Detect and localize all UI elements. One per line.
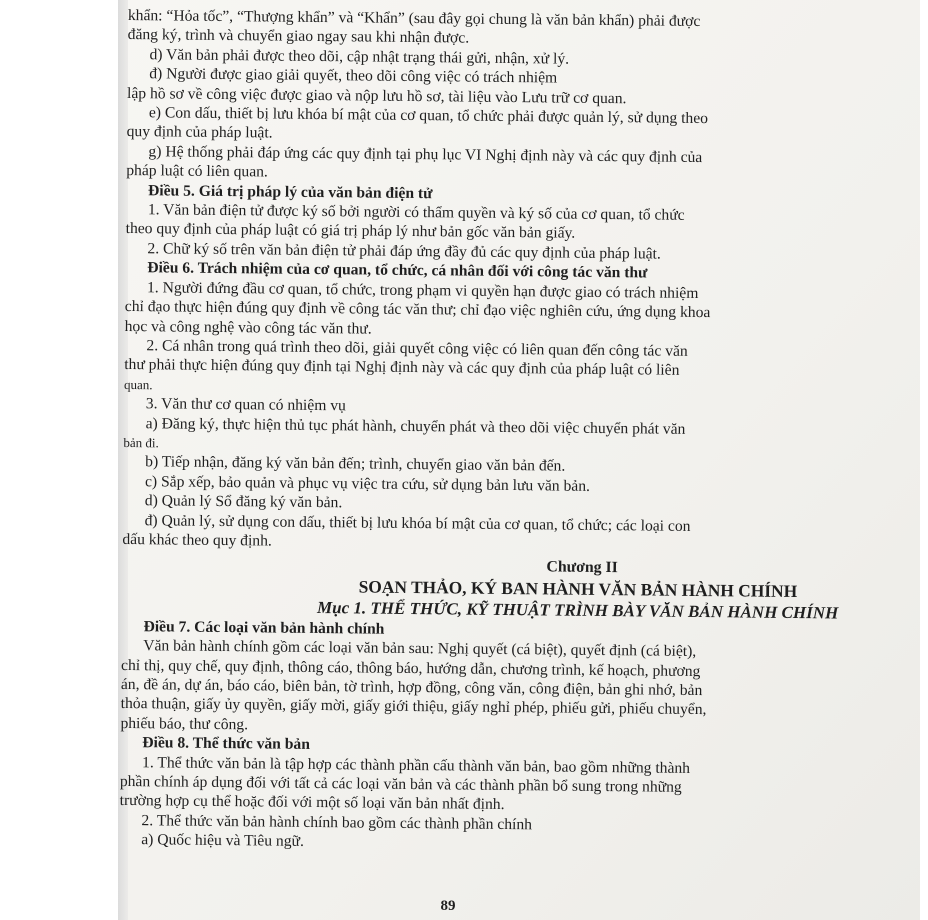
text-line: Điều 8. Thể thức văn bản [142,734,311,754]
text-line: a) Đăng ký, thực hiện thủ tục phát hành, chuyển phát và theo dõi việc chuyển phát văn [145,414,686,438]
text-line: phiếu báo, thư công. [120,714,249,734]
text-line: đăng ký, trình và chuyển giao ngay sau khi nhận được. [127,26,470,47]
text-line: chỉ thị, quy chế, quy định, thông cáo, thông báo, hướng dẫn, chương trình, kế hoạch, phương [121,656,701,680]
text-line: dấu khác theo quy định. [122,530,272,550]
text-line: chỉ đạo thực hiện đúng quy định về công tác văn thư; chỉ đạo việc nghiên cứu, ứng dụng khoa [124,298,711,322]
text-line: Mục 1. THỂ THỨC, KỸ THUẬT TRÌNH BÀY VĂN BẢN HÀNH CHÍNH [317,597,839,623]
text-line: 2. Thể thức văn bản hành chính bao gồm các thành phần chính [141,812,533,834]
text-line: SOẠN THẢO, KÝ BAN HÀNH VĂN BẢN HÀNH CHÍNH [358,576,798,601]
text-line: quy định của pháp luật. [126,123,273,142]
text-line: pháp luật có liên quan. [126,162,268,181]
text-line: bản đi. [123,434,159,451]
text-line: g) Hệ thống phải đáp ứng các quy định tại phụ lục VI Nghị định này và các quy định của [148,143,703,166]
page-number: 89 [440,898,456,914]
text-line: quan. [123,376,153,392]
text-line: a) Quốc hiệu và Tiêu ngữ. [141,831,304,851]
text-line: phần chính áp dụng đối với tất cả các loại văn bản và các thành phần bổ sung trong những [119,772,682,796]
text-line: e) Con dấu, thiết bị lưu khóa bí mật của cơ quan, tổ chức phải được quản lý, sử dụng theo [148,104,709,128]
text-line: án, đề án, dự án, báo cáo, biên bản, tờ trình, hợp đồng, công văn, công điện, bản ghi nhớ, bản [120,675,703,700]
text-line: thư phải thực hiện đúng quy định tại Nghị định này và các quy định của pháp luật có liên [124,356,680,380]
text-line: b) Tiếp nhận, đăng ký văn bản đến; trình, chuyển giao văn bản đến. [145,453,566,475]
text-line: Điều 6. Trách nhiệm của cơ quan, tổ chức, cá nhân đối với công tác văn thư [147,259,648,282]
text-line: Chương II [546,558,618,577]
text-line: Điều 7. Các loại văn bản hành chính [143,617,385,638]
text-line: khẩn: “Hỏa tốc”, “Thượng khẩn” và “Khẩn” (sau đây gọi chung là văn bản khẩn) phải được [127,6,701,30]
page-text-body [119,6,928,858]
book-page [119,0,920,920]
text-line: đ) Quản lý, sử dụng con dấu, thiết bị lưu khóa bí mật của cơ quan, tổ chức; các loại con [144,511,691,535]
text-line: c) Sắp xếp, bảo quản và phục vụ việc tra cứu, sử dụng bản lưu văn bản. [144,472,591,495]
text-line: theo quy định của pháp luật có giá trị pháp lý như bản gốc văn bản giấy. [125,220,576,243]
text-line: 1. Thể thức văn bản là tập hợp các thành phần cấu thành văn bản, bao gồm những thành [141,753,691,777]
text-line: Văn bản hành chính gồm các loại văn bản sau: Nghị quyết (cá biệt), quyết định (cá biệt), [143,637,697,661]
text-line: trường hợp cụ thể hoặc đối với một số loại văn bản nhất định. [119,792,505,814]
text-line: học và công nghệ vào công tác văn thư. [124,317,372,338]
text-line: thỏa thuận, giấy ủy quyền, giấy mời, giấy giới thiệu, giấy nghỉ phép, phiếu gửi, phiếu chuyển, [120,695,707,719]
text-line: d) Văn bản phải được theo dõi, cập nhật trạng thái gửi, nhận, xử lý. [149,46,570,68]
text-line: 1. Người đứng đầu cơ quan, tổ chức, trong phạm vi quyền hạn được giao có trách nhiệm [146,278,699,302]
text-line: d) Quản lý Sổ đăng ký văn bản. [144,492,343,512]
text-line: lập hồ sơ về công việc được giao và nộp lưu hồ sơ, tài liệu vào Lưu trữ cơ quan. [126,84,627,107]
text-line: đ) Người được giao giải quyết, theo dõi công việc có trách nhiệm [149,65,558,87]
text-line: 2. Cá nhân trong quá trình theo dõi, giải quyết công việc có liên quan đến công tác văn [146,337,688,360]
text-line: 1. Văn bản điện tử được ký số bởi người có thẩm quyền và ký số của cơ quan, tổ chức [147,201,685,224]
text-line: 2. Chữ ký số trên văn bản điện tử phải đáp ứng đầy đủ các quy định của pháp luật. [147,240,661,263]
text-line: Điều 5. Giá trị pháp lý của văn bản điện tử [147,181,433,202]
text-line: 3. Văn thư cơ quan có nhiệm vụ [145,395,346,415]
